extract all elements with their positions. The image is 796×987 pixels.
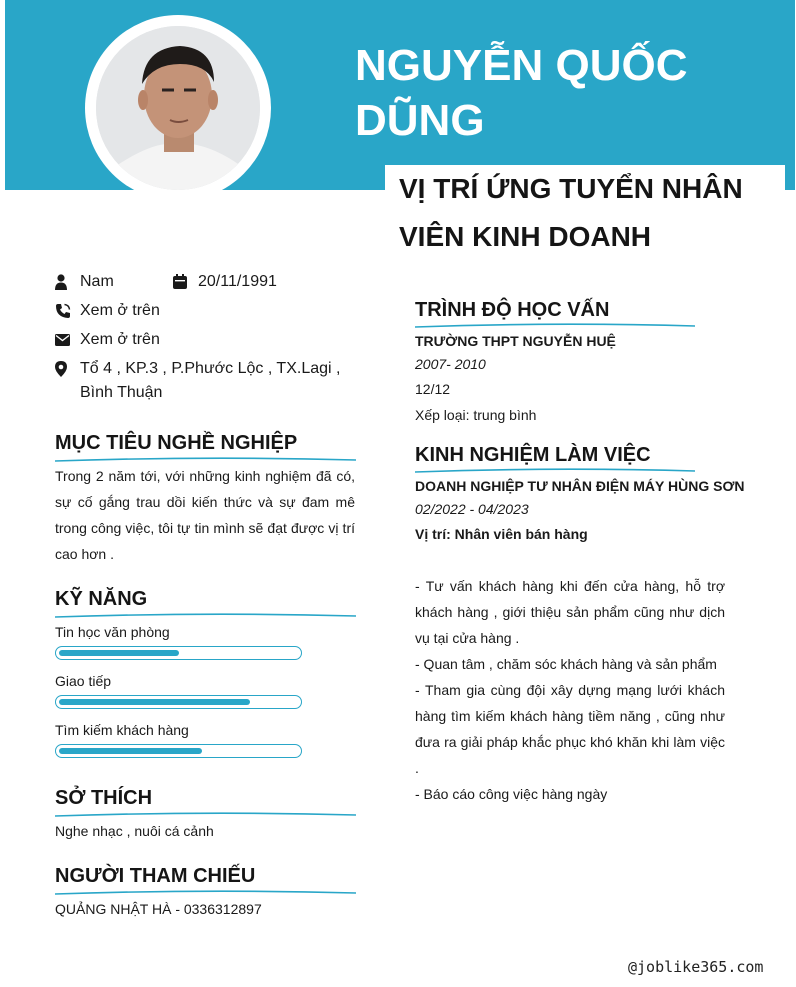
experience-duty: - Tư vấn khách hàng khi đến cửa hàng, hỗ trợ khách hàng , giới thiệu sản phẩm cũng như dịch vụ tại cửa hàng . [415, 578, 725, 646]
education-school: TRƯỜNG THPT NGUYỄN HUỆ [415, 333, 616, 349]
objective-text: Trong 2 năm tới, với những kinh nghiệm đã có, sự cố gắng trau dồi kiến thức và sự đam mê trong công việc, tôi tự tin mình sẽ đạt được vị trí cao hơn . [55, 468, 355, 562]
hobbies-title: SỞ THÍCH [55, 787, 153, 809]
skill-bar-fill [59, 650, 179, 656]
education-grade: 12/12 [415, 381, 451, 397]
envelope-icon [55, 334, 70, 346]
address-line2: Bình Thuận [80, 384, 163, 401]
skill-label: Giao tiếp [55, 673, 112, 689]
experience-period: 02/2022 - 04/2023 [415, 501, 529, 517]
skill-bar [55, 695, 302, 709]
address-row [55, 357, 360, 405]
education-rank: Xếp loại: trung bình [415, 407, 537, 423]
hobbies-text: Nghe nhạc , nuôi cá cảnh [55, 823, 214, 839]
phone-value: Xem ở trên [80, 302, 160, 319]
address-line1: Tổ 4 , KP.3 , P.Phước Lộc , TX.Lagi , [80, 360, 341, 377]
skill-bar-fill [59, 748, 202, 754]
phone-row [55, 299, 280, 323]
avatar [96, 26, 260, 190]
position-title: VỊ TRÍ ỨNG TUYỂN NHÂN VIÊN KINH DOANH [399, 173, 743, 252]
calendar-icon [173, 274, 187, 289]
email-row [55, 328, 280, 352]
gender-row [55, 270, 190, 294]
gender-value: Nam [80, 273, 114, 290]
skill-label: Tin học văn phòng [55, 624, 170, 640]
skills-underline [55, 612, 356, 620]
experience-duty: - Quan tâm , chăm sóc khách hàng và sản phẩm [415, 656, 717, 672]
objective-title: MỤC TIÊU NGHỀ NGHIỆP [55, 432, 298, 454]
skill-bar [55, 646, 302, 660]
education-underline [415, 322, 695, 330]
watermark-text: @joblike365.com [628, 958, 764, 976]
experience-duty: - Báo cáo công việc hàng ngày [415, 786, 608, 802]
skills-title: KỸ NĂNG [55, 588, 148, 610]
education-period: 2007- 2010 [415, 356, 486, 372]
birthday-value: 20/11/1991 [198, 273, 277, 290]
skill-bar [55, 744, 302, 758]
candidate-name: NGUYỄN QUỐC DŨNG [355, 41, 688, 145]
experience-duty: - Tham gia cùng đội xây dựng mạng lưới khách hàng tìm kiếm khách hàng tiềm năng , cũng như đưa ra giải pháp khắc phục khó khăn khi làm việc . [415, 682, 725, 776]
experience-role: Vị trí: Nhân viên bán hàng [415, 526, 588, 542]
references-underline [55, 889, 356, 897]
references-title: NGƯỜI THAM CHIẾU [55, 865, 256, 887]
skill-bar-fill [59, 699, 250, 705]
experience-title: KINH NGHIỆM LÀM VIỆC [415, 444, 651, 466]
location-pin-icon [55, 361, 67, 377]
avatar-photo [96, 26, 260, 190]
phone-icon [55, 303, 71, 319]
education-title: TRÌNH ĐỘ HỌC VẤN [415, 299, 610, 321]
hobbies-underline [55, 811, 356, 819]
skill-label: Tìm kiếm khách hàng [55, 722, 189, 738]
birthday-row [173, 270, 348, 294]
experience-underline [415, 467, 695, 475]
email-value: Xem ở trên [80, 331, 160, 348]
person-icon [55, 274, 67, 290]
references-text: QUẢNG NHẬT HÀ - 0336312897 [55, 901, 262, 917]
experience-company: DOANH NGHIỆP TƯ NHÂN ĐIỆN MÁY HÙNG SƠN [415, 478, 745, 494]
